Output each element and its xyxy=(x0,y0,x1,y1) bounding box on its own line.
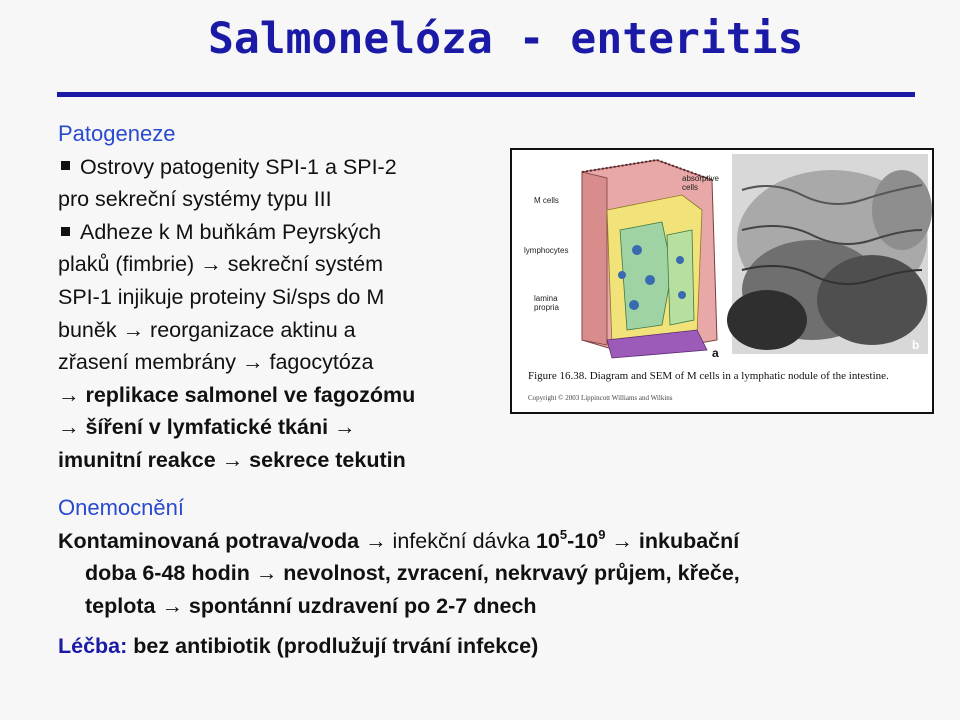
label-lamina-propria: lamina propria xyxy=(534,294,559,312)
onemocneni-section xyxy=(58,492,938,663)
onemocneni-line-2: doba 6-48 hodin → nevolnost, zvracení, nekrvavý průjem, křeče, xyxy=(85,561,740,586)
bullet-2-line-6: → replikace salmonel ve fagozómu xyxy=(58,382,416,407)
sem-image-b xyxy=(727,154,932,354)
bullet-2-line-8: imunitní reakce → sekrece tekutin xyxy=(58,447,406,472)
bullet-2-line-2: plaků (fimbrie) → sekreční systém xyxy=(58,252,384,277)
square-bullet-icon xyxy=(61,227,70,236)
label-m-cells: M cells xyxy=(534,196,559,205)
m-cells-figure xyxy=(510,148,934,414)
bullet-2-line-1: Adheze k M buňkám Peyrských xyxy=(58,216,508,249)
onemocneni-heading: Onemocnění xyxy=(58,495,184,520)
onemocneni-line-3: teplota → spontánní uzdravení po 2-7 dnech xyxy=(85,593,537,618)
square-bullet-icon xyxy=(61,161,70,170)
patogeneze-section xyxy=(58,118,508,477)
figure-copyright: Copyright © 2003 Lippincott Williams and Wilkins xyxy=(528,394,673,402)
bullet-2-line-3: SPI-1 injikuje proteiny Si/sps do M xyxy=(58,284,385,309)
slide-title: Salmonelóza - enteritis xyxy=(208,14,804,64)
title-underline xyxy=(57,92,915,97)
lecba-text: bez antibiotik (prodlužují trvání infekce) xyxy=(133,634,539,659)
lecba-label: Léčba: xyxy=(58,634,128,659)
patogeneze-heading: Patogeneze xyxy=(58,121,176,146)
bullet-2-line-7: → šíření v lymfatické tkáni → xyxy=(58,415,356,440)
bullet-2-line-4: buněk → reorganizace aktinu a xyxy=(58,317,356,342)
label-a: a xyxy=(712,346,719,360)
figure-caption: Figure 16.38. Diagram and SEM of M cells in a lymphatic nodule of the intestine. xyxy=(528,370,889,382)
label-absorptive-cells: absorptive cells xyxy=(682,174,719,192)
label-lymphocytes: lymphocytes xyxy=(524,246,569,255)
bullet-1-line-1: Ostrovy patogenity SPI-1 a SPI-2 xyxy=(58,151,508,184)
bullet-1-line-2: pro sekreční systémy typu III xyxy=(58,187,332,212)
onemocneni-line-1: Kontaminovaná potrava/voda → infekční dávka $10^5-10^9$ → inkubační xyxy=(58,526,740,553)
label-b: b xyxy=(912,338,920,352)
bullet-2-line-5: zřasení membrány → fagocytóza xyxy=(58,350,374,375)
lecba-line xyxy=(58,630,938,663)
